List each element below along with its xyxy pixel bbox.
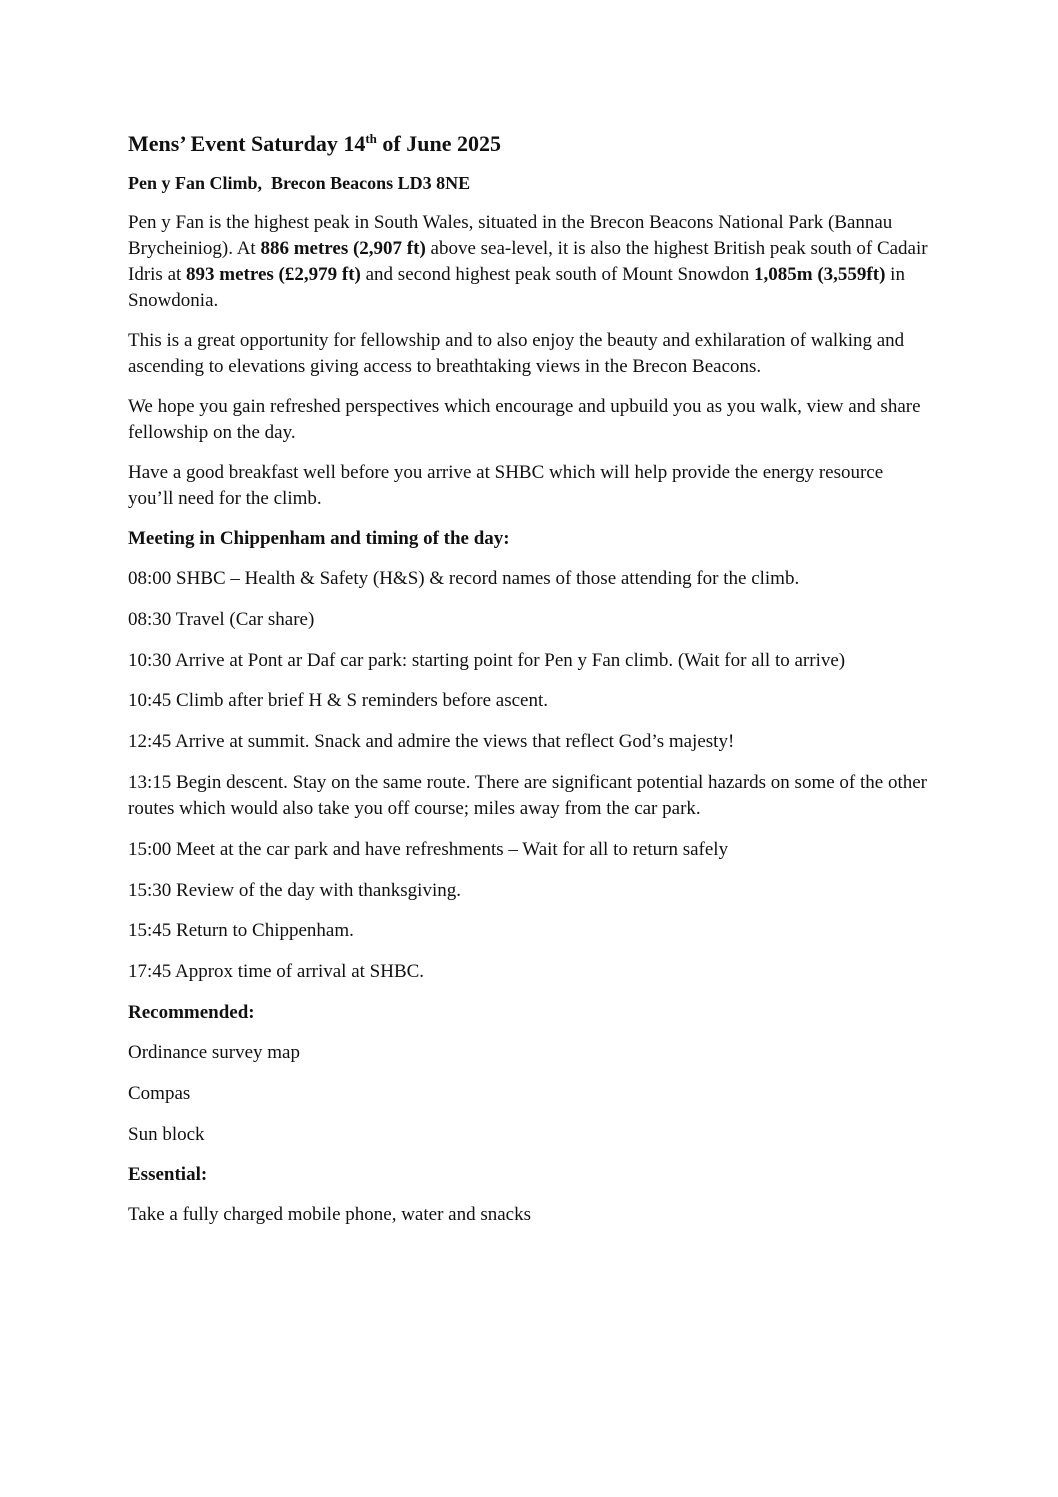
schedule-item [128,688,928,714]
schedule-list [128,566,928,985]
schedule-text: SHBC – Health & Safety (H&S) & record names of those attending for the climb. [176,568,800,589]
intro-paragraph [128,210,928,314]
essential-item: Take a fully charged mobile phone, water and snacks [128,1204,531,1226]
schedule-item [128,770,928,822]
page-title [128,128,928,160]
intro-text-4: in Snowdonia. [128,264,905,311]
intro-bold-height-snowdon: 1,085m (3,559ft) [754,264,886,285]
title-text-end: of June 2025 [376,131,501,156]
schedule-item [128,837,928,863]
schedule-time: 15:00 [128,838,172,860]
schedule-time: 13:15 [128,771,172,793]
schedule-time: 10:45 [128,690,172,712]
schedule-item [128,607,928,633]
schedule-text: Approx time of arrival at SHBC. [174,961,425,983]
document-body [128,128,928,1243]
intro-bold-height-pen-y-fan: 886 metres (2,907 ft) [260,238,426,259]
schedule-time: 08:30 [128,608,172,630]
title-ordinal-suffix: th [365,131,377,146]
schedule-text: Arrive at summit. Snack and admire the views that reflect God’s majesty! [174,731,735,753]
meeting-heading: Meeting in Chippenham and timing of the day: [128,528,510,549]
recommended-item: Ordinance survey map [128,1041,300,1063]
paragraph-perspectives: We hope you gain refreshed perspectives which encourage and upbuild you as you walk, view and share fellowship on the day. [128,396,921,443]
recommended-item: Sun block [128,1123,205,1145]
paragraph-fellowship: This is a great opportunity for fellowship and to also enjoy the beauty and exhilaration of walking and ascending to elevations giving access to breathtaking views in the Brecon Beacons. [128,330,905,377]
intro-text-2: above sea-level, it is also the highest British peak south of Cadair Idris at [128,238,928,285]
event-location-subtitle: Pen y Fan Climb, Brecon Beacons LD3 8NE [128,173,471,193]
schedule-item [128,729,928,755]
schedule-item [128,918,928,944]
schedule-time: 12:45 [128,731,172,753]
schedule-time: 15:45 [128,920,172,942]
schedule-time: 10:30 [128,649,172,671]
schedule-text: Begin descent. Stay on the same route. There are significant potential hazards on some of the other routes which would also take you off course; miles away from the car park. [128,771,927,819]
schedule-text: Meet at the car park and have refreshments – Wait for all to return safely [176,838,729,860]
essential-heading: Essential: [128,1164,208,1186]
schedule-item [128,959,928,985]
schedule-text: Return to Chippenham. [176,920,354,942]
recommended-heading: Recommended: [128,1001,255,1023]
schedule-item [128,878,928,904]
schedule-text: Travel (Car share) [175,608,315,630]
schedule-text: Arrive at Pont ar Daf car park: starting point for Pen y Fan climb. (Wait for all to arrive) [174,649,846,671]
schedule-item [128,566,928,592]
intro-text-3: and second highest peak south of Mount Snowdon [360,264,755,285]
intro-bold-height-cadair-idris: 893 metres (£2,979 ft) [186,264,361,285]
schedule-time: 15:30 [128,879,172,901]
schedule-text: Climb after brief H & S reminders before ascent. [176,690,548,712]
paragraph-breakfast: Have a good breakfast well before you arrive at SHBC which will help provide the energy resource you’ll need for the climb. [128,462,884,509]
intro-text-1: Pen y Fan is the highest peak in South Wales, situated in the Brecon Beacons National Park (Bannau Brycheiniog). At [128,212,893,259]
title-text: Mens’ Event Saturday 14 [128,131,366,156]
schedule-item [128,648,928,674]
schedule-text: Review of the day with thanksgiving. [176,879,461,901]
schedule-time: 17:45 [128,961,172,983]
schedule-time: 08:00 [128,568,172,589]
recommended-item: Compas [128,1082,191,1104]
